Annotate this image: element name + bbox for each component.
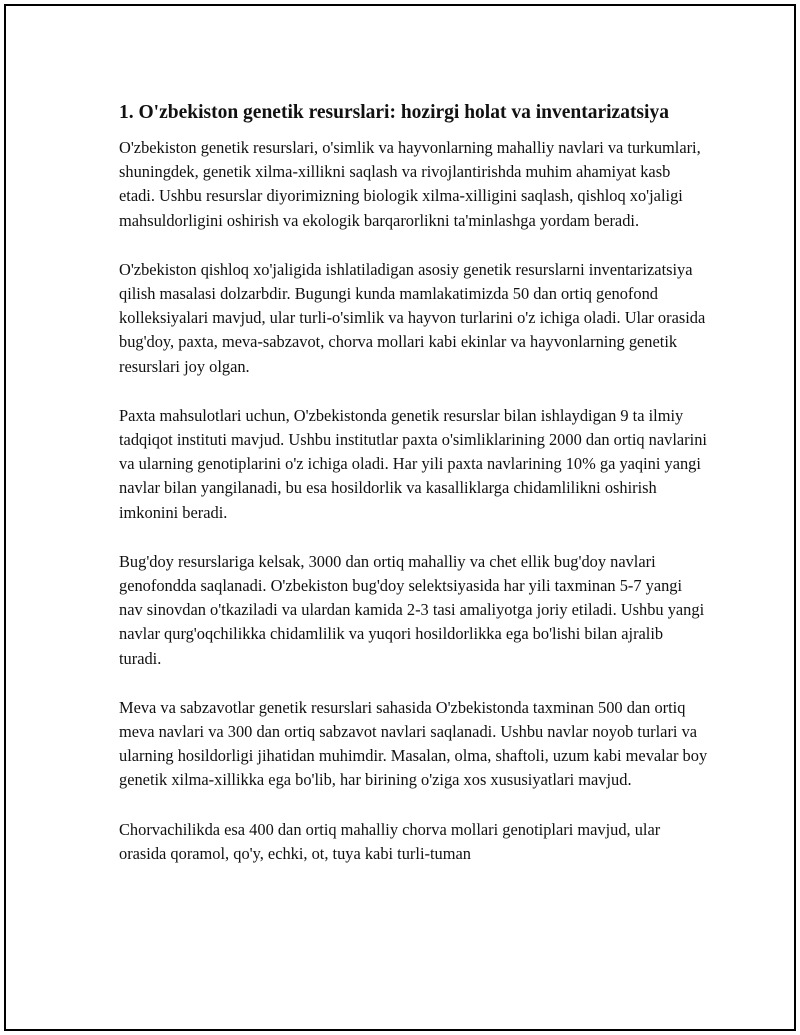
paragraph-inventory: O'zbekiston qishloq xo'jaligida ishlatiladigan asosiy genetik resurslarni inventarizatsiya qilish masalasi dolzarbdir. Bugungi kunda mamlakatimizda 50 dan ortiq genofond kolleksiyalari mavjud, ular turli-o'simlik va hayvon turlarini o'z ichiga oladi. Ular orasida bug'doy, paxta, meva-sabzavot, chorva mollari kabi ekinlar va hayvonlarning genetik resurslari joy olgan. <box>119 259 706 376</box>
paragraph-livestock: Chorvachilikda esa 400 dan ortiq mahalliy chorva mollari genotiplari mavjud, ular orasida qoramol, qo'y, echki, ot, tuya kabi turli-tuman <box>119 819 661 863</box>
paragraph-genetic-resources-intro: O'zbekiston genetik resurslari, o'simlik va hayvonlarning mahalliy navlari va turkumlari, shuningdek, genetik xilma-xillikni saqlash va rivojlantirishda muhim ahamiyat kasb etadi. Ushbu resurslar diyorimizning biologik xilma-xilligini saqlash, qishloq xo'jaligi mahsuldorligini oshirish va ekologik barqarorlikni ta'minlashga yordam beradi. <box>119 138 701 230</box>
document-body <box>119 99 709 891</box>
paragraph-fruits-vegetables: Meva va sabzavotlar genetik resurslari sahasida O'zbekistonda taxminan 500 dan ortiq meva navlari va 300 dan ortiq sabzavot navlari saqlanadi. Ushbu navlar noyob turlari va ularning hosildorligi jihatidan muhimdir. Masalan, olma, shaftoli, uzum kabi mevalar boy genetik xilma-xillikka ega bo'lib, har birining o'ziga xos xususiyatlari mavjud. <box>119 697 708 790</box>
page-frame <box>4 4 796 1031</box>
document-title: 1. O'zbekiston genetik resurslari: hozirgi holat va inventarizatsiya <box>119 102 669 123</box>
paragraph-wheat: Bug'doy resurslariga kelsak, 3000 dan ortiq mahalliy va chet ellik bug'doy navlari genofondda saqlanadi. O'zbekiston bug'doy selektsiyasida har yili taxminan 5-7 yangi nav sinovdan o'tkaziladi va ulardan kamida 2-3 tasi amaliyotga joriy etiladi. Ushbu yangi navlar qurg'oqchilikka chidamlilik va yuqori hosildorlikka ega bo'lishi bilan ajralib turadi. <box>119 551 705 668</box>
paragraph-cotton: Paxta mahsulotlari uchun, O'zbekistonda genetik resurslar bilan ishlaydigan 9 ta ilmiy tadqiqot instituti mavjud. Ushbu institutlar paxta o'simliklarining 2000 dan ortiq navlarini va ularning genotiplarini o'z ichiga oladi. Har yili paxta navlarining 10% ga yaqini yangi navlar bilan yangilanadi, bu esa hosildorlik va kasalliklarga chidamlilikni oshirish imkonini beradi. <box>119 405 707 522</box>
